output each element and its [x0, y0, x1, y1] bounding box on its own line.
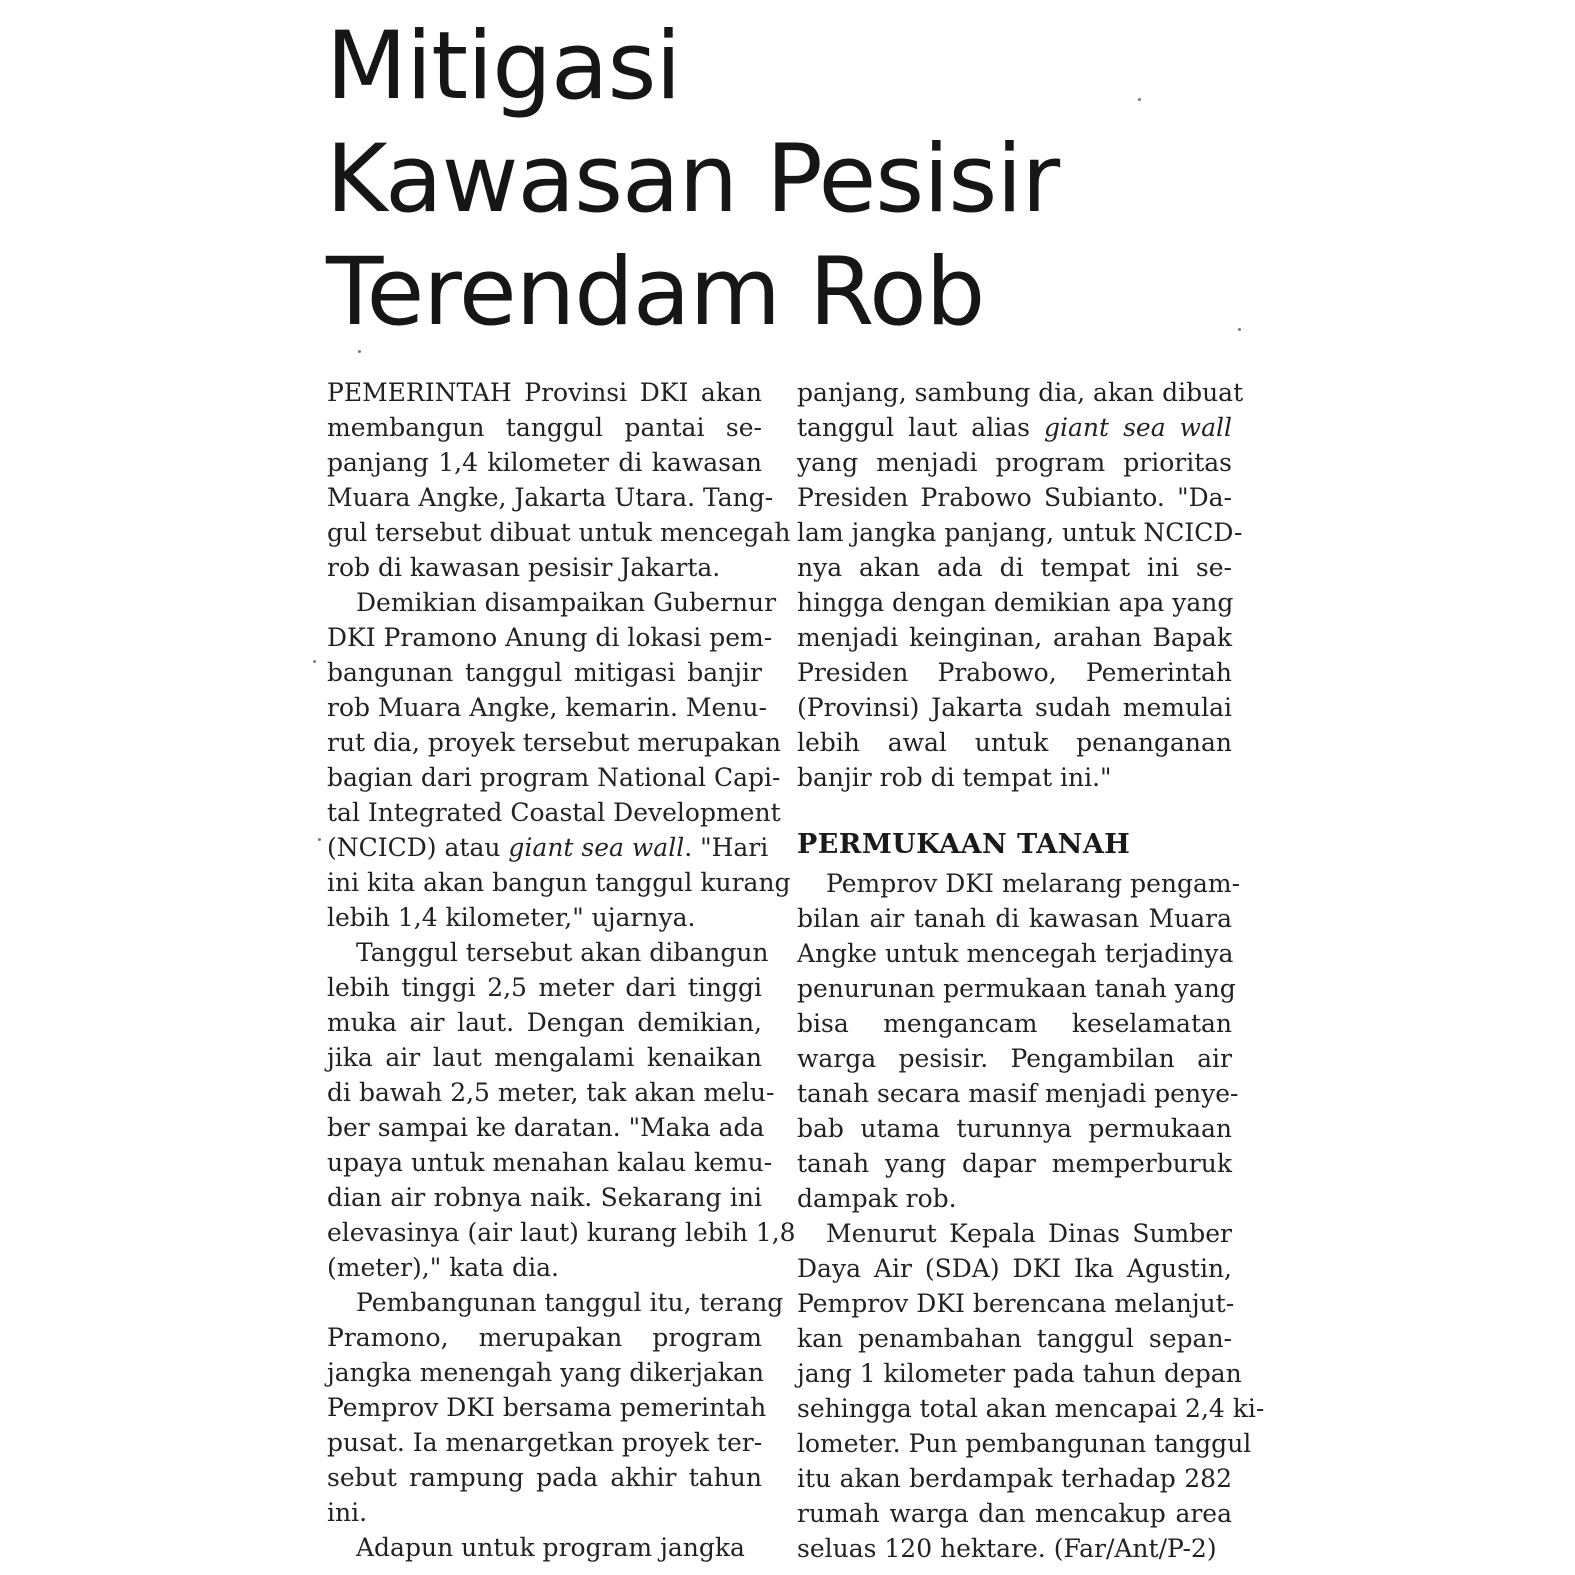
text-line: menjadi keinginan, arahan Bapak	[797, 623, 1232, 652]
text-line: Tanggul tersebut akan dibangun	[356, 938, 769, 967]
text-line: elevasinya (air laut) kurang lebih 1,8	[327, 1218, 796, 1247]
paragraph	[327, 935, 796, 1285]
text-line: Daya Air (SDA) DKI Ika Agustin,	[797, 1254, 1232, 1283]
text-line: lometer. Pun pembangunan tanggul	[797, 1429, 1252, 1458]
scan-speck	[1238, 328, 1241, 331]
paragraph	[797, 1216, 1265, 1566]
scan-speck	[313, 660, 316, 663]
scan-speck	[318, 838, 321, 841]
paragraph	[797, 866, 1241, 1216]
text-line: lam jangka panjang, untuk NCICD-	[797, 518, 1243, 547]
text-line: nya akan ada di tempat ini se-	[797, 553, 1232, 582]
text-line: tanggul laut alias giant sea wall	[797, 413, 1232, 442]
text-line: yang menjadi program prioritas	[797, 448, 1232, 477]
scan-speck	[1138, 98, 1141, 101]
text-line: DKI Pramono Anung di lokasi pem-	[327, 623, 773, 652]
text-line: muka air laut. Dengan demikian,	[327, 1008, 762, 1037]
text-line: warga pesisir. Pengambilan air	[797, 1044, 1232, 1073]
text-line: dian air robnya naik. Sekarang ini	[327, 1183, 762, 1212]
text-line: ini.	[327, 1498, 368, 1527]
scan-speck	[358, 350, 361, 353]
text-line: ini kita akan bangun tanggul kurang	[327, 868, 791, 897]
text-line: jangka menengah yang dikerjakan	[327, 1358, 764, 1387]
text-line: bangunan tanggul mitigasi banjir	[327, 658, 762, 687]
text-line: ber sampai ke daratan. "Maka ada	[327, 1113, 765, 1142]
paragraph	[327, 375, 791, 585]
text-line: Demikian disampaikan Gubernur	[356, 588, 777, 617]
text-line: Adapun untuk program jangka	[356, 1533, 745, 1562]
text-line: kan penambahan tanggul sepan-	[797, 1324, 1232, 1353]
text-line: Pembangunan tanggul itu, terang	[356, 1288, 784, 1317]
text-line: tanah secara masif menjadi penye-	[797, 1079, 1239, 1108]
text-line: (Provinsi) Jakarta sudah memulai	[797, 693, 1232, 722]
text-line: bab utama turunnya permukaan	[797, 1114, 1232, 1143]
text-line: Menurut Kepala Dinas Sumber	[826, 1219, 1232, 1248]
text-line: jang 1 kilometer pada tahun depan	[797, 1359, 1242, 1388]
text-line: rob di kawasan pesisir Jakarta.	[327, 553, 721, 582]
article-column-right	[797, 375, 1265, 1566]
text-line: upaya untuk menahan kalau kemu-	[327, 1148, 773, 1177]
text-line: jika air laut mengalami kenaikan	[327, 1043, 762, 1072]
text-line: lebih awal untuk penanganan	[797, 728, 1232, 757]
text-line: rob Muara Angke, kemarin. Menu-	[327, 693, 767, 722]
text-line: PEMERINTAH Provinsi DKI akan	[327, 378, 762, 407]
text-line: tal Integrated Coastal Development	[327, 798, 781, 827]
text-line: dampak rob.	[797, 1184, 957, 1213]
text-line: gul tersebut dibuat untuk mencegah	[327, 518, 791, 547]
text-line: lebih tinggi 2,5 meter dari tinggi	[327, 973, 762, 1002]
text-line: Pemprov DKI bersama pemerintah	[327, 1393, 767, 1422]
text-line: Presiden Prabowo, Pemerintah	[797, 658, 1232, 687]
paragraph	[327, 1285, 784, 1530]
text-line: Pramono, merupakan program	[327, 1323, 762, 1352]
text-line: rumah warga dan mencakup area	[797, 1499, 1232, 1528]
text-line: bilan air tanah di kawasan Muara	[797, 904, 1232, 933]
paragraph	[327, 1530, 762, 1565]
text-line: banjir rob di tempat ini."	[797, 763, 1112, 792]
text-line: (NCICD) atau giant sea wall. "Hari	[327, 833, 769, 862]
text-line: hingga dengan demikian apa yang	[797, 588, 1234, 617]
text-line: Pemprov DKI berencana melanjut-	[797, 1289, 1235, 1318]
text-line: panjang, sambung dia, akan dibuat	[797, 378, 1244, 407]
article-column-left	[327, 375, 796, 1565]
headline-line: Terendam Rob	[326, 238, 985, 347]
text-line: sehingga total akan mencapai 2,4 ki-	[797, 1394, 1265, 1423]
text-line: bagian dari program National Capi-	[327, 763, 781, 792]
headline-line: Kawasan Pesisir	[326, 125, 1060, 234]
text-line: penurunan permukaan tanah yang	[797, 974, 1236, 1003]
headline	[326, 10, 1246, 349]
text-line: panjang 1,4 kilometer di kawasan	[327, 448, 762, 477]
paragraph	[797, 375, 1244, 795]
text-line: Presiden Prabowo Subianto. "Da-	[797, 483, 1232, 512]
text-line: lebih 1,4 kilometer," ujarnya.	[327, 903, 696, 932]
text-line: sebut rampung pada akhir tahun	[327, 1463, 762, 1492]
headline-line: Mitigasi	[326, 12, 681, 121]
text-line: di bawah 2,5 meter, tak akan melu-	[327, 1078, 775, 1107]
text-line: seluas 120 hektare. (Far/Ant/P-2)	[797, 1534, 1217, 1563]
text-line: Angke untuk mencegah terjadinya	[797, 939, 1234, 968]
paragraph	[327, 585, 791, 935]
text-line: Muara Angke, Jakarta Utara. Tang-	[327, 483, 774, 512]
text-line: (meter)," kata dia.	[327, 1253, 559, 1282]
text-line: itu akan berdampak terhadap 282	[797, 1464, 1232, 1493]
text-line: tanah yang dapar memperburuk	[797, 1149, 1232, 1178]
text-line: bisa mengancam keselamatan	[797, 1009, 1232, 1038]
text-line: pusat. Ia menargetkan proyek ter-	[327, 1428, 763, 1457]
section-subheading: PERMUKAAN TANAH	[797, 829, 1131, 860]
text-line: Pemprov DKI melarang pengam-	[826, 869, 1241, 898]
text-line: membangun tanggul pantai se-	[327, 413, 762, 442]
text-line: rut dia, proyek tersebut merupakan	[327, 728, 781, 757]
